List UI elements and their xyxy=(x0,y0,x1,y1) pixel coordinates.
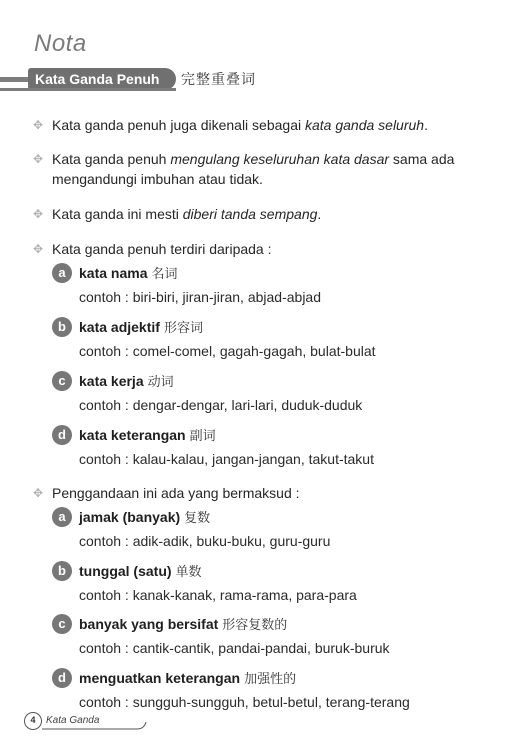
item-letter-badge: b xyxy=(52,561,72,581)
item-letter-badge: a xyxy=(52,263,72,283)
item-example: contoh : adik-adik, buku-buku, guru-guru xyxy=(79,533,331,549)
bullet-text: Kata ganda ini mesti diberi tanda sempang. xyxy=(52,206,322,222)
item-term: kata nama 名词 xyxy=(79,265,178,282)
section-header-chinese: 完整重叠词 xyxy=(181,72,256,88)
item-example: contoh : dengar-dengar, lari-lari, duduk-duduk xyxy=(79,397,363,413)
item-example: contoh : cantik-cantik, pandai-pandai, buruk-buruk xyxy=(79,640,390,656)
diamond-star-icon: ✥ xyxy=(33,152,44,166)
diamond-star-icon: ✥ xyxy=(33,207,44,221)
item-example: contoh : kalau-kalau, jangan-jangan, takut-takut xyxy=(79,451,374,467)
item-letter-badge: b xyxy=(52,317,72,337)
item-term: tunggal (satu) 单数 xyxy=(79,563,202,580)
bullet-text: Penggandaan ini ada yang bermaksud : xyxy=(52,485,300,501)
diamond-star-icon: ✥ xyxy=(33,242,44,256)
item-example: contoh : sungguh-sungguh, betul-betul, terang-terang xyxy=(79,694,410,710)
item-letter-badge: a xyxy=(52,507,72,527)
item-letter-badge: c xyxy=(52,614,72,634)
page-number: 4 xyxy=(24,712,42,730)
bullet-text: Kata ganda penuh terdiri daripada : xyxy=(52,241,272,257)
item-letter-badge: c xyxy=(52,371,72,391)
section-header-label: Kata Ganda Penuh xyxy=(28,68,176,90)
item-letter-badge: d xyxy=(52,425,72,445)
diamond-star-icon: ✥ xyxy=(33,486,44,500)
item-letter-badge: d xyxy=(52,668,72,688)
header-underline xyxy=(0,88,176,91)
item-example: contoh : kanak-kanak, rama-rama, para-para xyxy=(79,587,357,603)
footer-label: Kata Ganda xyxy=(46,715,100,726)
item-term: kata adjektif 形容词 xyxy=(79,319,203,336)
item-term: menguatkan keterangan 加强性的 xyxy=(79,670,297,687)
page-title: Nota xyxy=(34,30,87,57)
section-header xyxy=(0,68,184,90)
diamond-star-icon: ✥ xyxy=(33,118,44,132)
item-example: contoh : comel-comel, gagah-gagah, bulat-bulat xyxy=(79,343,376,359)
item-term: jamak (banyak) 复数 xyxy=(79,509,211,526)
item-term: kata keterangan 副词 xyxy=(79,427,216,444)
page-footer xyxy=(24,712,144,730)
header-accent-line xyxy=(0,77,30,82)
item-term: banyak yang bersifat 形容复数的 xyxy=(79,616,288,633)
bullet-text: Kata ganda penuh mengulang keseluruhan kata dasar sama ada mengandungi imbuhan atau tidak. xyxy=(52,151,455,187)
item-example: contoh : biri-biri, jiran-jiran, abjad-abjad xyxy=(79,289,322,305)
item-term: kata kerja 动词 xyxy=(79,373,174,390)
bullet-text: Kata ganda penuh juga dikenali sebagai kata ganda seluruh. xyxy=(52,117,428,133)
